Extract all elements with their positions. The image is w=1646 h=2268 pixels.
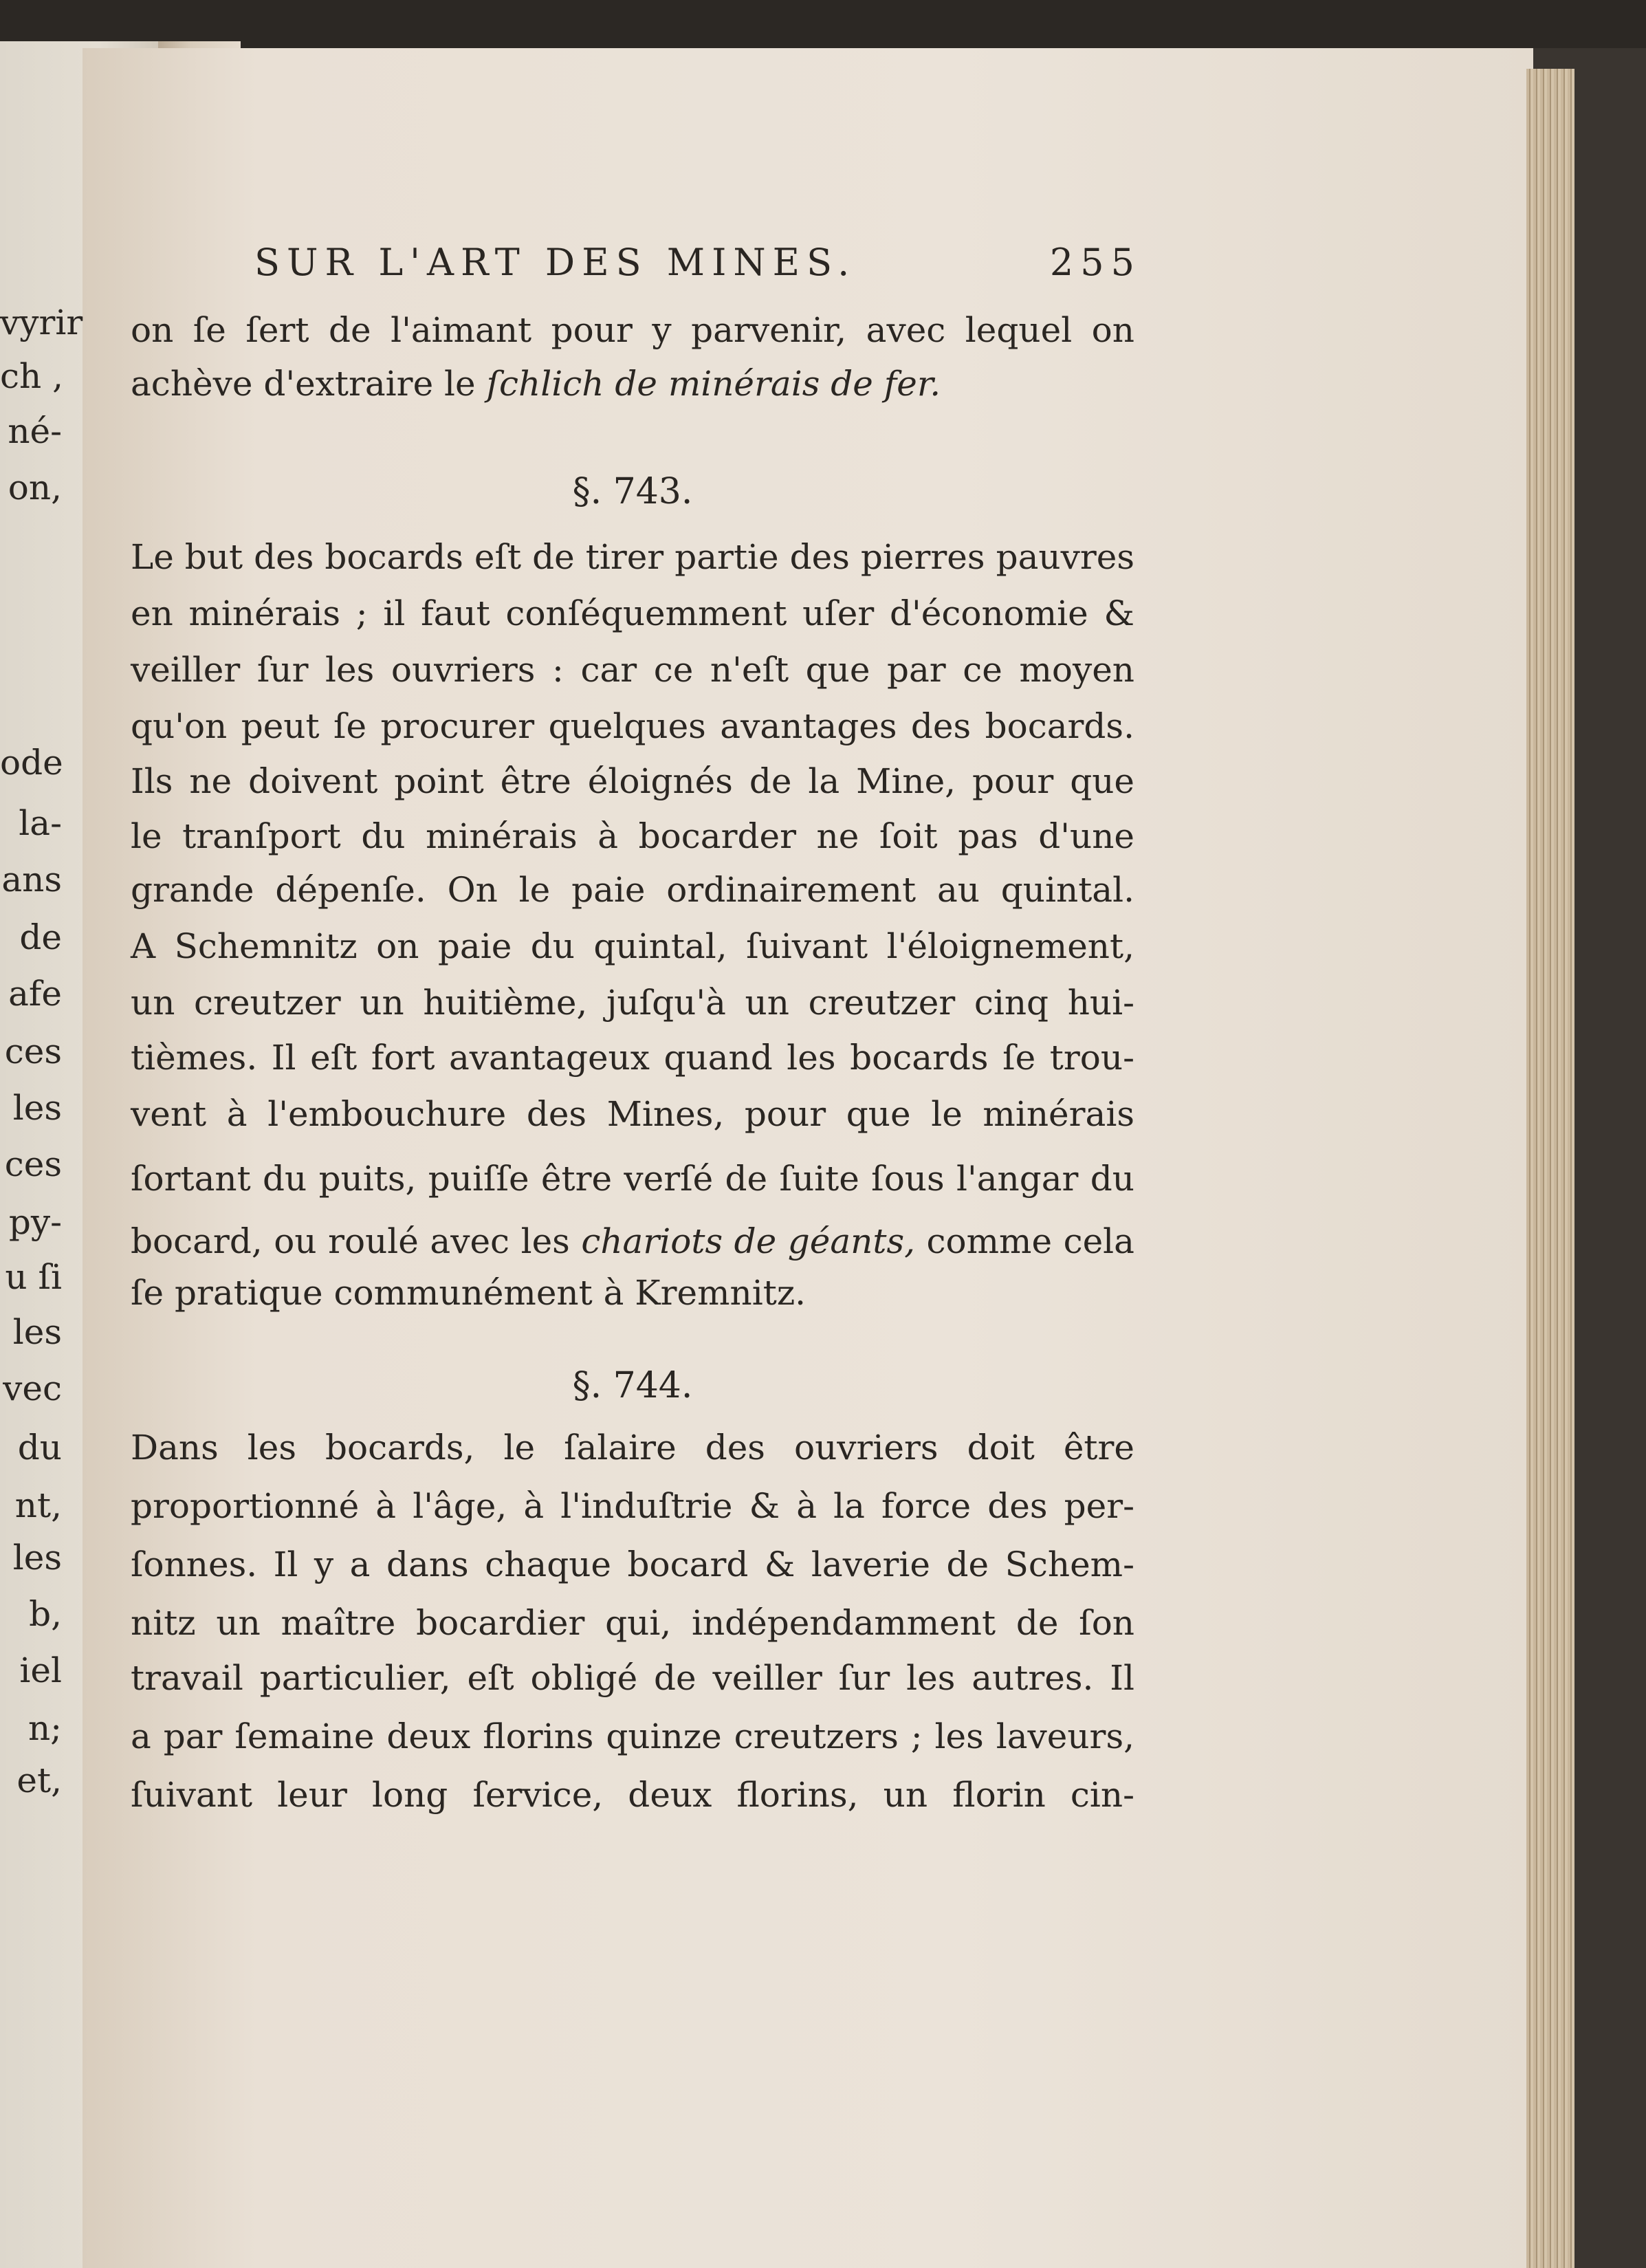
text-line: ſe pratique communément à Kremnitz. (131, 1273, 806, 1313)
page-edges (1526, 69, 1574, 2268)
text-span: achève d'extraire le (131, 364, 487, 404)
text-line: ſortant du puits, puiſſe être verſé de ſuite ſous l'angar du (131, 1159, 1134, 1199)
text-line: tièmes. Il eſt fort avantageux quand les bocards ſe trou- (131, 1038, 1134, 1078)
text-span: comme cela (915, 1221, 1134, 1261)
left-page-word: iel (19, 1650, 62, 1690)
text-line: grande dépenſe. On le paie ordinairement au quintal. (131, 870, 1134, 910)
text-line: on ſe ſert de l'aimant pour y parvenir, avec lequel on (131, 310, 1134, 350)
page-number: 255 (1049, 241, 1141, 284)
left-page-word: on, (8, 468, 62, 508)
text-line: nitz un maître bocardier qui, indépendamment de ſon (131, 1603, 1134, 1643)
text-line: travail particulier, eſt obligé de veiller ſur les autres. Il (131, 1658, 1134, 1698)
left-page-word: ans (1, 860, 62, 899)
italic-term: ſchlich de minérais de fer. (486, 364, 941, 404)
text-line: en minérais ; il faut conſéquemment uſer d'économie & (131, 593, 1134, 633)
left-page-word: la- (19, 803, 62, 843)
left-page-word: u ſi (5, 1257, 62, 1297)
left-page-word: du (17, 1428, 62, 1468)
left-page-word: vyrir (0, 303, 83, 342)
text-line: Ils ne doivent point être éloignés de la Mine, pour que (131, 761, 1134, 801)
text-line: le tranſport du minérais à bocarder ne ſoit pas d'une (131, 816, 1134, 856)
left-page-word: vec (3, 1369, 62, 1408)
text-line (131, 1221, 1134, 1262)
section-heading-744: §. 744. (572, 1365, 693, 1406)
text-line: Le but des bocards eſt de tirer partie des pierres pauvres (131, 537, 1134, 577)
text-span: bocard, ou roulé avec les (131, 1221, 582, 1261)
left-page-word: ch , (0, 356, 63, 396)
left-page-word: les (12, 1312, 62, 1352)
text-line: veiller ſur les ouvriers : car ce n'eſt que par ce moyen (131, 650, 1134, 690)
text-line: vent à l'embouchure des Mines, pour que le minérais (131, 1094, 1134, 1134)
scan-background (0, 0, 1646, 48)
left-page-word: les (12, 1088, 62, 1128)
left-page-word: et, (17, 1760, 62, 1800)
italic-term: chariots de géants, (581, 1221, 916, 1261)
text-line: un creutzer un huitième, juſqu'à un creutzer cinq hui- (131, 983, 1134, 1023)
text-line: ſonnes. Il y a dans chaque bocard & laverie de Schem- (131, 1545, 1134, 1584)
left-page-word: py- (8, 1202, 62, 1242)
left-page-word: les (12, 1538, 62, 1578)
left-page-word: ces (4, 1144, 62, 1184)
text-line: proportionné à l'âge, à l'induſtrie & à la force des per- (131, 1486, 1134, 1526)
text-line (131, 363, 1134, 404)
text-line: qu'on peut ſe procurer quelques avantages des bocards. (131, 706, 1134, 746)
text-line: ſuivant leur long ſervice, deux florins, un florin cin- (131, 1775, 1134, 1815)
left-page-word: ode (0, 743, 63, 783)
left-page-word: afe (8, 974, 62, 1014)
left-page-word: de (19, 917, 62, 957)
left-page-word: n; (28, 1708, 62, 1748)
text-line: A Schemnitz on paie du quintal, ſuivant l'éloignement, (131, 926, 1134, 966)
left-page-word: nt, (14, 1485, 62, 1525)
text-line: Dans les bocards, le ſalaire des ouvriers doit être (131, 1428, 1134, 1468)
running-header (254, 241, 1141, 284)
left-page-word: ces (4, 1032, 62, 1071)
left-page-word: né- (8, 411, 62, 451)
text-line: a par ſemaine deux florins quinze creutzers ; les laveurs, (131, 1716, 1134, 1756)
left-page-word: b, (29, 1594, 62, 1634)
section-heading-743: §. 743. (572, 471, 693, 512)
running-title: SUR L'ART DES MINES. (254, 241, 857, 284)
